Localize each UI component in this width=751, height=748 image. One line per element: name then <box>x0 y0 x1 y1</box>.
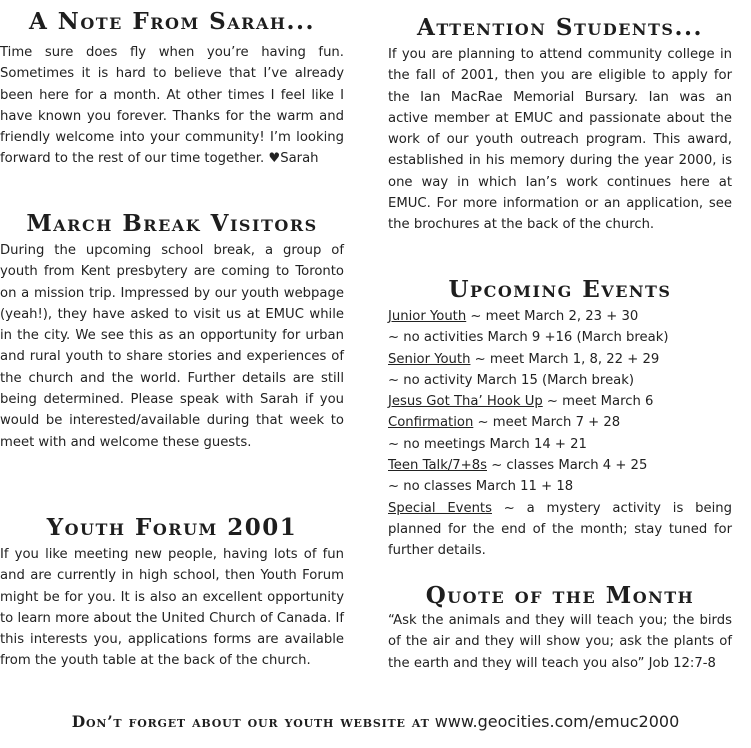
event-name: Confirmation <box>388 415 474 431</box>
march-break-body: During the upcoming school break, a group of youth from Kent presbytery are coming to Toronto on a mission trip. Impressed by our youth webpage (yeah!), they have asked to visit us at EMUC while in the city. We see this as an opportunity for urban and rural youth to share stories and experiences of the church and the world. Further details are still being determined. Please speak with Sarah if you would be interested/available during that week to meet with and welcome these guests. <box>0 243 344 450</box>
youth-forum-body: If you like meeting new people, having lots of fun and are currently in high school, then Youth Forum might be for you. It is also an excellent opportunity to learn more about the United Church of Canada. If this interests you, applications forms are available from the youth table at the back of the church. <box>0 547 344 669</box>
event-line <box>388 455 732 476</box>
attention-body: If you are planning to attend community college in the fall of 2001, then you are eligible to apply for the Ian MacRae Memorial Bursary. Ian was an active member at EMUC and passionate about the work of our youth outreach program. This award, established in his memory during the year 2000, is one way in which Ian’s work continues here at EMUC. For more information or an application, see the brochures at the back of the church. <box>388 47 732 233</box>
event-line <box>388 391 732 412</box>
event-name: Senior Youth <box>388 351 471 367</box>
quote-section <box>388 582 732 674</box>
website-link[interactable]: www.geocities.com/emuc2000 <box>434 712 680 731</box>
note-from-sarah-section <box>0 8 344 170</box>
special-events-text: ~ a mystery activity is being planned for the end of the month; stay tuned for further details. <box>388 500 733 559</box>
events-list <box>388 306 732 562</box>
march-break-section <box>0 210 344 453</box>
march-break-title: March Break Visitors <box>26 210 318 237</box>
event-text: ~ no activities March 9 +16 (March break) <box>388 330 669 346</box>
event-name: Jesus Got Tha’ Hook Up <box>388 394 543 410</box>
event-line <box>388 434 732 455</box>
event-line <box>388 306 732 327</box>
event-line <box>388 349 732 370</box>
events-title: Upcoming Events <box>448 276 672 303</box>
attention-students-section <box>388 14 732 236</box>
event-text: ~ meet March 2, 23 + 30 <box>466 309 639 324</box>
event-text: ~ meet March 6 <box>542 394 654 410</box>
footer-text: Don’t forget about our youth website at <box>71 712 430 731</box>
event-name: Junior Youth <box>388 309 467 324</box>
event-name: Teen Talk/7+8s <box>388 458 487 474</box>
quote-body: “Ask the animals and they will teach you; the birds of the air and they will show you; ask the plants of the earth and they will teach you also” Job 12:7-8 <box>388 613 732 671</box>
attention-title: Attention Students... <box>416 14 703 41</box>
youth-forum-section <box>0 514 344 672</box>
footer <box>0 712 751 731</box>
special-events-name: Special Events <box>388 500 492 516</box>
event-line <box>388 370 732 391</box>
event-line <box>388 327 732 348</box>
event-text: ~ no activity March 15 (March break) <box>388 372 635 388</box>
special-events-line <box>388 498 732 562</box>
event-text: ~ no classes March 11 + 18 <box>388 479 574 495</box>
upcoming-events-section <box>388 276 732 562</box>
event-text: ~ meet March 1, 8, 22 + 29 <box>470 351 660 367</box>
event-text: ~ meet March 7 + 28 <box>473 415 621 431</box>
note-body: Time sure does fly when you’re having fun. Sometimes it is hard to believe that I’ve already been here for a month. At other times I feel like I have known you forever. Thanks for the warm and friendly welcome into your community! I’m looking forward to the rest of our time together. ♥Sarah <box>0 45 344 167</box>
event-text: ~ no meetings March 14 + 21 <box>388 436 587 452</box>
event-line <box>388 412 732 433</box>
note-title: A Note From Sarah... <box>28 8 316 35</box>
event-line <box>388 476 732 497</box>
quote-title: Quote of the Month <box>425 582 695 609</box>
event-text: ~ classes March 4 + 25 <box>487 458 648 474</box>
youth-forum-title: Youth Forum 2001 <box>46 514 298 541</box>
